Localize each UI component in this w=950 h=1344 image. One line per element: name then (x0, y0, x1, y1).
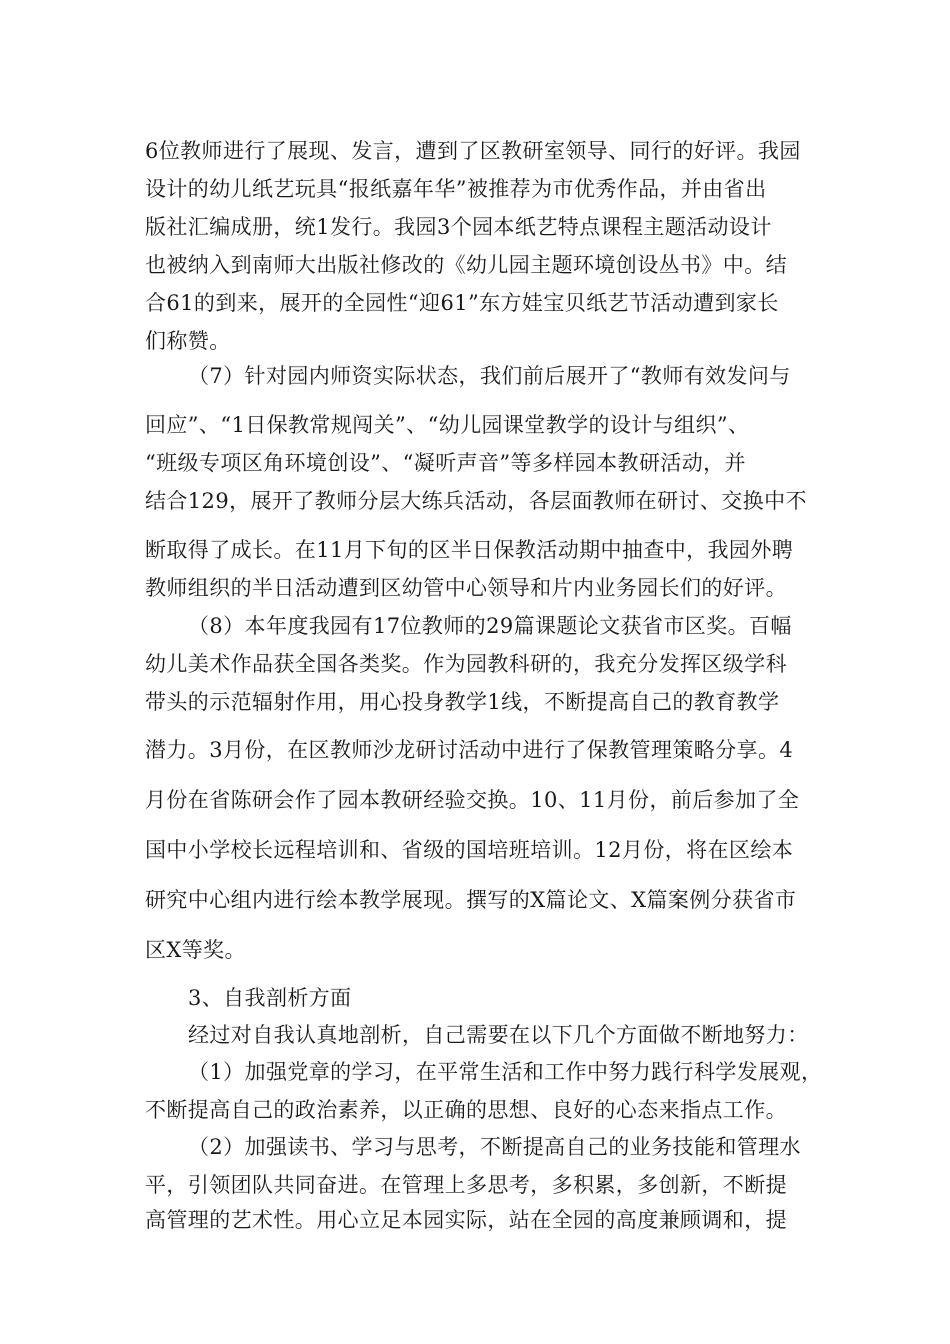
text-line: 设计的幼儿纸艺玩具“报纸嘉年华”被推荐为市优秀作品，并由省出 (145, 177, 767, 201)
text-line: 教师组织的半日活动遭到区幼管中心领导和片内业务园长们的好评。 (145, 576, 787, 600)
text-line: 月份在省陈研会作了园本教研经验交换。10、11月份，前后参加了全 (145, 788, 800, 812)
text-line: 们称赞。 (145, 329, 231, 353)
text-line: 经过对自我认真地剖析，自己需要在以下几个方面做不断地努力： (188, 1023, 809, 1047)
text-line: 高管理的艺术性。用心立足本园实际，站在全园的高度兼顾调和，提 (145, 1208, 787, 1232)
text-line: 带头的示范辐射作用，用心投身教学1线，不断提高自己的教育教学 (145, 690, 780, 714)
paragraph-2-start: （2）加强读书、学习与思考，不断提高自己的业务技能和管理水 (188, 1135, 801, 1159)
text-line: “班级专项区角环境创设”、“凝听声音”等多样园本教研活动，并 (145, 451, 746, 475)
text-line: 回应”、“1日保教常规闯关”、“幼儿园课堂教学的设计与组织”、 (145, 413, 750, 437)
paragraph-8-start: （8）本年度我园有17位教师的29篇课题论文获省市区奖。百幅 (188, 614, 792, 638)
section-heading: 3、自我剖析方面 (188, 986, 352, 1010)
text-line: 断取得了成长。在11月下旬的区半日保教活动期中抽查中，我园外聘 (145, 538, 794, 562)
text-line: 也被纳入到南师大出版社修改的《幼儿园主题环境创设丛书》中。结 (145, 253, 787, 277)
text-line: 平，引领团队共同奋进。在管理上多思考，多积累，多创新，不断提 (145, 1173, 787, 1197)
text-line: 版社汇编成册，统1发行。我园3个园本纸艺特点课程主题活动设计 (145, 215, 772, 239)
text-line: 幼儿美术作品获全国各类奖。作为园教科研的，我充分发挥区级学科 (145, 652, 787, 676)
text-line: 区X等奖。 (145, 938, 246, 962)
text-line: 6位教师进行了展现、发言，遭到了区教研室领导、同行的好评。我园 (145, 139, 801, 163)
text-line: 潜力。3月份，在区教师沙龙研讨活动中进行了保教管理策略分享。4 (145, 738, 794, 762)
text-line: 研究中心组内进行绘本教学展现。撰写的X篇论文、X篇案例分获省市 (145, 888, 797, 912)
text-line: 结合129，展开了教师分层大练兵活动，各层面教师在研讨、交换中不 (145, 489, 807, 513)
paragraph-7-start: （7）针对园内师资实际状态，我们前后展开了“教师有效发问与 (188, 364, 791, 388)
text-line: 国中小学校长远程培训和、省级的国培班培训。12月份，将在区绘本 (145, 838, 794, 862)
text-line: 不断提高自己的政治素养，以正确的思想、良好的心态来指点工作。 (145, 1098, 787, 1122)
text-line: 合61的到来，展开的全园性“迎61”东方娃宝贝纸艺节活动遭到家长 (145, 291, 779, 315)
paragraph-1-start: （1）加强党章的学习，在平常生活和工作中努力践行科学发展观， (188, 1060, 823, 1084)
